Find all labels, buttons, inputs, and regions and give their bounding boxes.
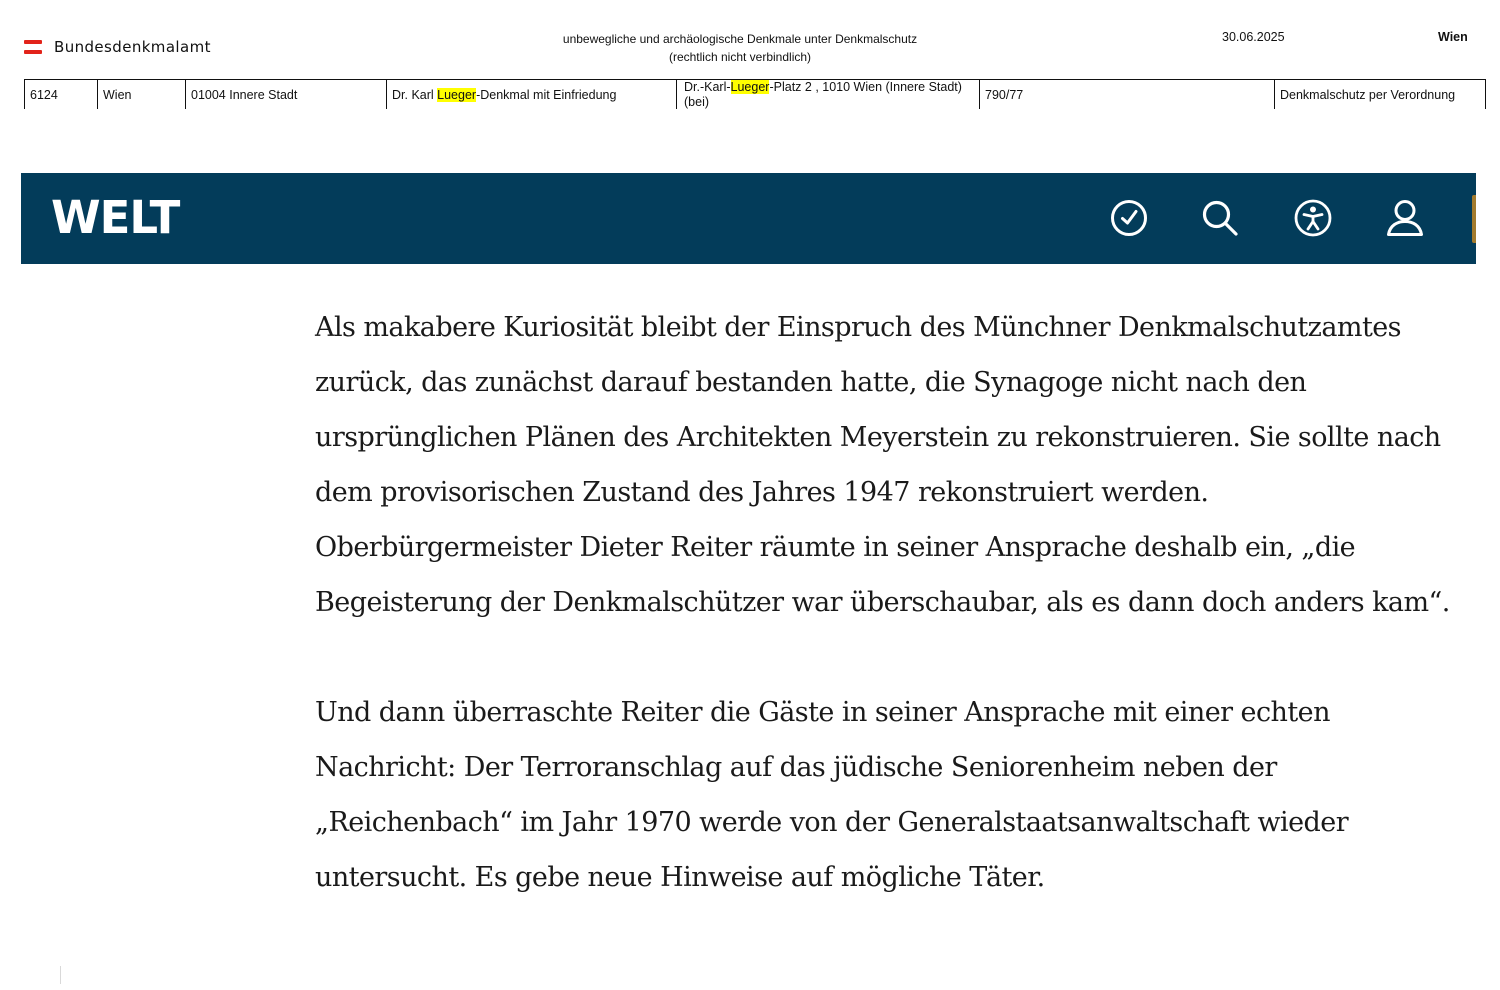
article-paragraph-2: Und dann überraschte Reiter die Gäste in seiner Ansprache mit einer echten Nachricht: Der Terroranschlag auf das jüdische Seniorenheim neben der „Reichenbach“ im Jahr 1970 werde von der Generalstaatsanwaltschaft wieder untersucht. Es gebe neue Hinweise auf mögliche Täter. [315, 697, 1349, 893]
divider [60, 966, 61, 984]
cell-location: Wien [98, 80, 186, 109]
article-paragraph-1: Als makabere Kuriosität bleibt der Einspruch des Münchner Denkmalschutzamtes zurück, das zunächst darauf bestanden hatte, die Synagoge nicht nach den ursprünglichen Plänen des Architekten Meyerstein zu rekonstruieren. Sie sollte nach dem provisorischen Zustand des Jahres 1947 rekonstruiert werden. Oberbürgermeister Dieter Reiter räumte in seiner Ansprache deshalb ein, „die Begeisterung der Denkmalschützer war überschaubar, als es dann doch anders kam“. [315, 312, 1450, 618]
address-text-after: -Platz 2 , 1010 Wien (Innere Stadt) (bei) [684, 80, 962, 109]
welt-nav-bar [21, 173, 1476, 264]
cell-protection-status: Denkmalschutz per Verordnung [1280, 88, 1456, 102]
accessibility-icon[interactable] [1292, 197, 1334, 239]
bda-title-line2: (rechtlich nicht verbindlich) [668, 50, 812, 64]
cell-plot-number: 790/77 [980, 80, 1275, 109]
name-text-before: Dr. Karl [392, 88, 438, 102]
austria-flag-icon [24, 40, 42, 54]
bda-title-line1: unbewegliche und archäologische Denkmale unter Denkmalschutz [562, 32, 918, 46]
nav-menu-edge[interactable] [1472, 195, 1476, 243]
bda-brand-name: Bundesdenkmalamt [54, 38, 211, 56]
article-body [315, 300, 1455, 905]
welt-logo[interactable] [51, 190, 180, 244]
welt-logo-text: WELT [51, 190, 180, 244]
cell-id: 6124 [25, 80, 98, 109]
bda-date: 30.06.2025 [1222, 30, 1285, 44]
bda-city: Wien [1438, 30, 1468, 44]
search-highlight: Lueger [437, 88, 477, 102]
bda-logo [24, 36, 211, 58]
name-text-after: -Denkmal mit Einfriedung [476, 88, 617, 102]
bda-list-title [490, 30, 990, 66]
search-highlight: Lueger [730, 80, 770, 94]
cell-district: 01004 Innere Stadt [186, 80, 387, 109]
table-row [24, 79, 1486, 109]
user-icon[interactable] [1384, 197, 1426, 239]
clock-icon[interactable] [1108, 197, 1150, 239]
bda-document-header [0, 0, 1500, 110]
address-text-before: Dr.-Karl- [684, 80, 731, 94]
search-icon[interactable] [1199, 197, 1241, 239]
cell-address [677, 80, 980, 109]
cell-monument-name [387, 80, 677, 109]
